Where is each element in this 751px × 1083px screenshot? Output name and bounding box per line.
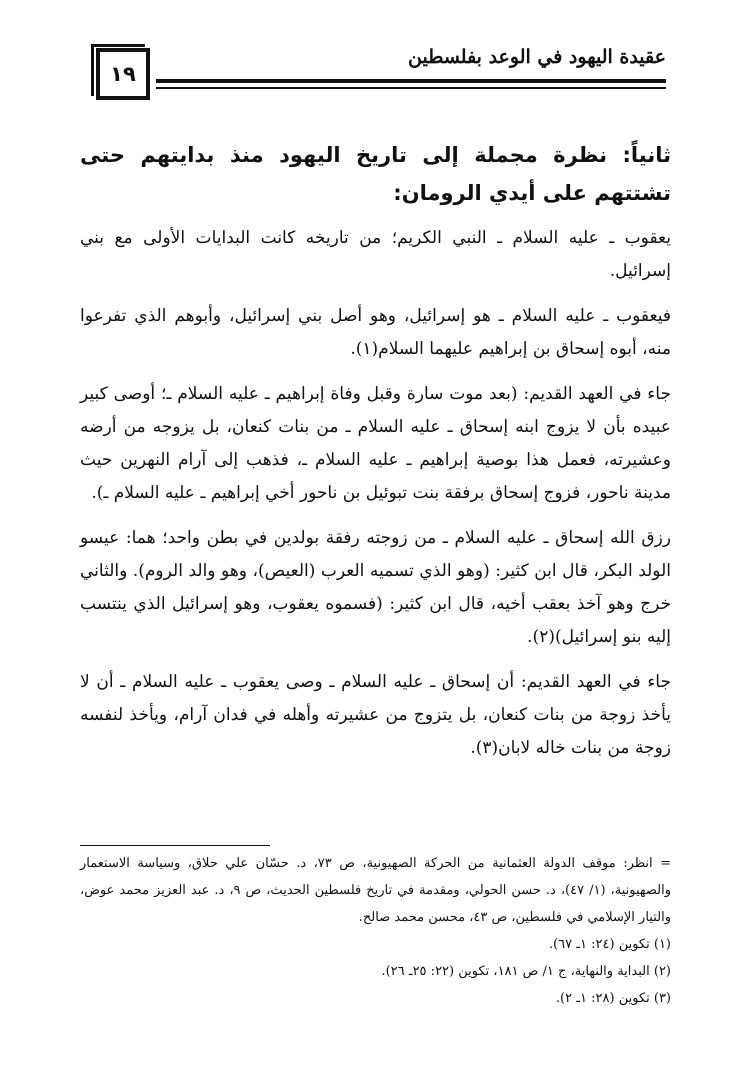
footnote: (٣) تكوين (٢٨: ١ـ ٢). (555, 991, 671, 1006)
paragraph: جاء في العهد القديم: (بعد موت سارة وقبل وفاة إبراهيم ـ عليه السلام ـ؛ أوصى كبير عبيده بأن لا يزوج ابنه إسحاق ـ عليه السلام ـ من بنات كنعان، بل يزوجه من أرضه وعشيرته، فعمل هذا بوصية إبراهيم ـ عليه السلام ـ، فذهب إلى آرام النهرين حيث مدينة ناحور، فزوج إسحاق برفقة بنت تبوئيل بن ناحور أخي إبراهيم ـ عليه السلام ـ). (80, 384, 671, 503)
footnote: (١) تكوين (٢٤: ١ـ ٦٧). (548, 937, 671, 952)
footnote-separator (80, 845, 270, 846)
header-rule-thin (156, 87, 666, 89)
main-text (80, 136, 671, 777)
header-rule-thick (156, 79, 666, 83)
footnote: (٢) البداية والنهاية، ج ١/ ص ١٨١، تكوين (٢٢: ٢٥ـ ٢٦). (381, 964, 671, 979)
footnote-continuation: = انظر: موقف الدولة العثمانية من الحركة الصهيونية، ص ٧٣، د. حسّان علي حلاق، وسياسة الاستعمار والصهيونية، (١/ ٤٧)، د. حسن الحولي، ومقدمة في تاريخ فلسطين الحديث، ص ٩، د. عبد العزيز محمد عوض، والتيار الإسلامي في فلسطين، ص ٤٣، محسن محمد صالح. (80, 856, 672, 925)
paragraph: فيعقوب ـ عليه السلام ـ هو إسرائيل، وهو أصل بني إسرائيل، وأبوهم الذي تفرعوا منه، أبوه إسحاق بن إبراهيم عليهما السلام(١). (80, 306, 671, 359)
footnotes (80, 850, 671, 1012)
paragraph: يعقوب ـ عليه السلام ـ النبي الكريم؛ من تاريخه كانت البدايات الأولى مع بني إسرائيل. (80, 228, 671, 281)
page-number: ١٩ (96, 48, 150, 100)
paragraph: رزق الله إسحاق ـ عليه السلام ـ من زوجته رفقة بولدين في بطن واحد؛ هما: عيسو الولد البكر، قال ابن كثير: (وهو الذي تسميه العرب (العيص)، وهو والد الروم). والثاني خرج وهو آخذ بعقب أخيه، قال ابن كثير: (فسموه يعقوب، وهو إسرائيل الذي ينتسب إليه بنو إسرائيل)(٢). (80, 528, 671, 647)
paragraph: جاء في العهد القديم: أن إسحاق ـ عليه السلام ـ وصى يعقوب ـ عليه السلام ـ أن لا يأخذ زوجة من بنات كنعان، بل يتزوج من عشيرته وأهله في فدان آرام، ويأخذ لنفسه زوجة من بنات خاله لابان(٣). (80, 672, 671, 758)
running-title: عقيدة اليهود في الوعد بفلسطين (408, 46, 666, 68)
section-heading: ثانياً: نظرة مجملة إلى تاريخ اليهود منذ بدايتهم حتى تشتتهم على أيدي الرومان: (80, 143, 671, 205)
